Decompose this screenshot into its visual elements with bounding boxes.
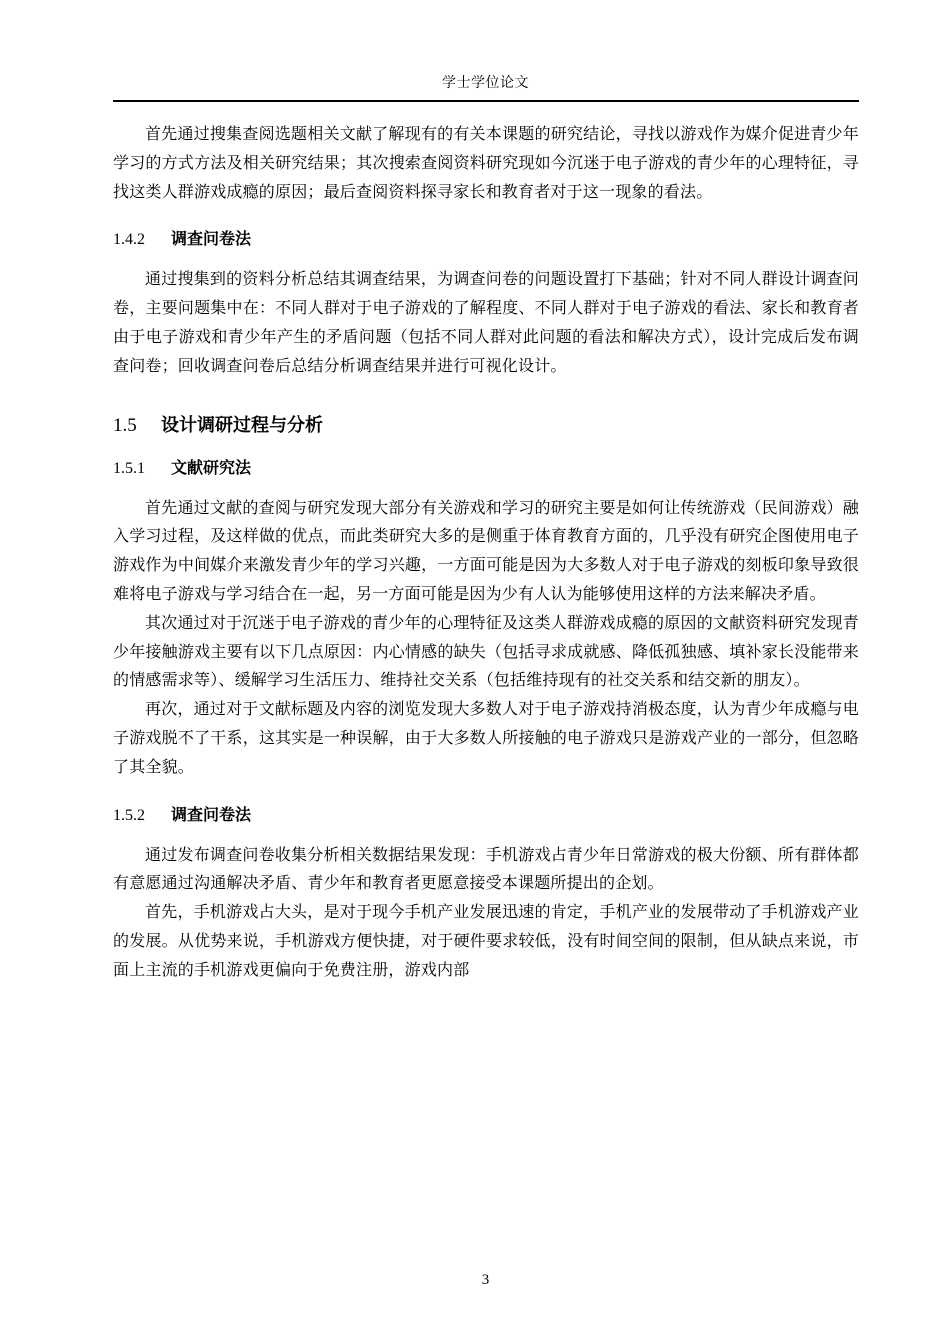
paragraph-1-5-2-b: 首先，手机游戏占大头，是对于现今手机产业发展迅速的肯定，手机产业的发展带动了手机游戏产业的发展。从优势来说，手机游戏方便快捷，对于硬件要求较低，没有时间空间的限制，但从缺点来说，市面上主流的手机游戏更偏向于免费注册，游戏内部: [113, 902, 859, 979]
intro-paragraph: 首先通过搜集查阅选题相关文献了解现有的有关本课题的研究结论，寻找以游戏作为媒介促进青少年学习的方式方法及相关研究结果；其次搜索查阅资料研究现如今沉迷于电子游戏的青少年的心理特征，寻找这类人群游戏成瘾的原因；最后查阅资料探寻家长和教育者对于这一现象的看法。: [113, 124, 859, 201]
section-heading-1-5-1: [113, 456, 859, 480]
section-title: 文献研究法: [171, 457, 252, 477]
paragraph-1-4-2: 通过搜集到的资料分析总结其调查结果，为调查问卷的问题设置打下基础；针对不同人群设计调查问卷，主要问题集中在：不同人群对于电子游戏的了解程度、不同人群对于电子游戏的看法、家长和教育者由于电子游戏和青少年产生的矛盾问题（包括不同人群对此问题的看法和解决方式），设计完成后发布调查问卷；回收调查问卷后总结分析调查结果并进行可视化设计。: [113, 269, 859, 375]
page-body: [113, 120, 859, 985]
section-number: 1.4.2: [113, 231, 145, 249]
section-heading-1-5: [113, 412, 859, 440]
paragraph-1-5-2-a: 通过发布调查问卷收集分析相关数据结果发现：手机游戏占青少年日常游戏的极大份额、所有群体都有意愿通过沟通解决矛盾、青少年和教育者更愿意接受本课题所提出的企划。: [113, 844, 859, 893]
section-title: 设计调研过程与分析: [161, 414, 323, 436]
section-title: 调查问卷法: [171, 804, 252, 824]
paragraph-1-5-1-a: 首先通过文献的查阅与研究发现大部分有关游戏和学习的研究主要是如何让传统游戏（民间游戏）融入学习过程，及这样做的优点，而此类研究大多的是侧重于体育教育方面的，几乎没有研究企图使用电子游戏作为中间媒介来激发青少年的学习兴趣，一方面可能是因为大多数人对于电子游戏的刻板印象导致很难将电子游戏与学习结合在一起，另一方面可能是因为少有人认为能够使用这样的方法来解决矛盾。: [113, 497, 859, 603]
section-number: 1.5: [113, 414, 137, 436]
section-number: 1.5.2: [113, 806, 145, 824]
running-header: 学士学位论文: [442, 75, 529, 91]
header-divider: [113, 100, 859, 102]
paragraph-1-5-1-b: 其次通过对于沉迷于电子游戏的青少年的心理特征及这类人群游戏成瘾的原因的文献资料研究发现青少年接触游戏主要有以下几点原因：内心情感的缺失（包括寻求成就感、降低孤独感、填补家长没能带来的情感需求等）、缓解学习生活压力、维持社交关系（包括维持现有的社交关系和结交新的朋友）。: [113, 612, 859, 690]
paragraph-1-5-1-c: 再次，通过对于文献标题及内容的浏览发现大多数人对于电子游戏持消极态度，认为青少年成瘾与电子游戏脱不了干系，这其实是一种误解，由于大多数人所接触的电子游戏只是游戏产业的一部分，但忽略了其全貌。: [113, 699, 859, 776]
page-number: 3: [481, 1272, 490, 1288]
section-heading-1-5-2: [113, 803, 859, 827]
section-heading-1-4-2: [113, 227, 859, 251]
section-number: 1.5.1: [113, 459, 145, 477]
section-title: 调查问卷法: [171, 229, 252, 249]
